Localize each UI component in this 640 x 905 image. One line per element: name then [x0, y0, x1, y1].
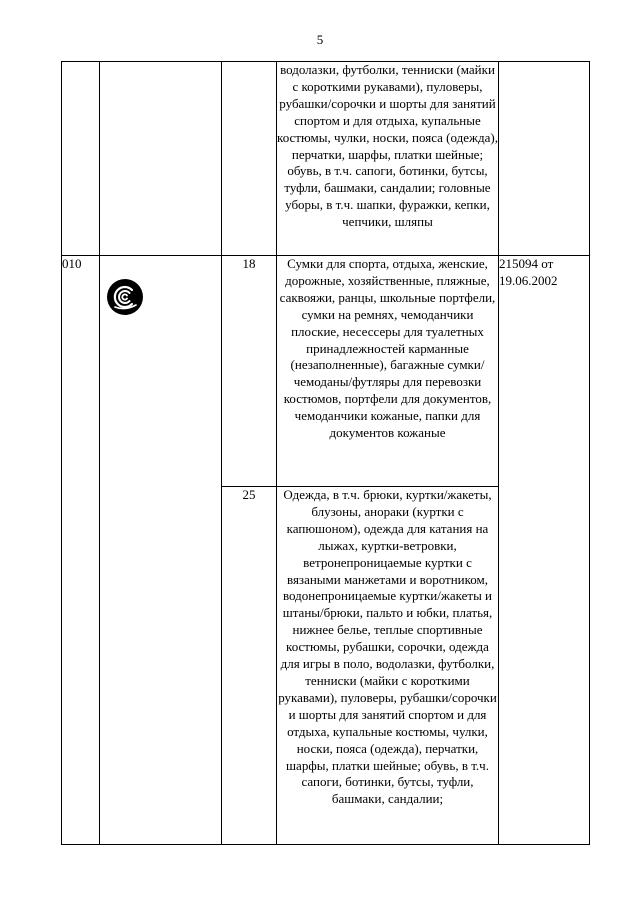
registration-cell [499, 62, 590, 256]
row-number-cell: 010 [62, 256, 100, 845]
circular-swirl-logo-icon [106, 278, 144, 316]
class-cell [222, 62, 277, 256]
registration-cell: 215094 от 19.06.2002 [499, 256, 590, 845]
table-row [62, 256, 590, 487]
row-number-cell [62, 62, 100, 256]
goods-cell: водолазки, футболки, тенниски (майки с короткими рукавами), пуловеры, рубашки/сорочки и шорты для занятий спортом и для отдыха, купальные костюмы, чулки, носки, пояса (одежда), перчатки, шарфы, платки шейные; обувь, в т.ч. сапоги, ботинки, бутсы, туфли, башмаки, сандалии; головные уборы, в т.ч. шапки, фуражки, кепки, чепчики, шляпы [277, 62, 499, 256]
class-cell: 25 [222, 487, 277, 845]
trademark-table [61, 61, 590, 845]
class-cell: 18 [222, 256, 277, 487]
goods-cell: Одежда, в т.ч. брюки, куртки/жакеты, блузоны, анораки (куртки с капюшоном), одежда для катания на лыжах, куртки-ветровки, ветронепроницаемые куртки с вязаными манжетами и воротником, водонепроницаемые куртки/жакеты и штаны/брюки, пальто и юбки, платья, нижнее белье, теплые спортивные костюмы, рубашки, сорочки, одежда для игры в поло, водолазки, футболки, тенниски (майки с короткими рукавами), пуловеры, рубашки/сорочки и шорты для занятий спортом и для отдыха, купальные костюмы, чулки, носки, пояса (одежда), перчатки, шарфы, платки шейные; обувь, в т.ч. сапоги, ботинки, бутсы, туфли, башмаки, сандалии; [277, 487, 499, 845]
table-row [62, 62, 590, 256]
page-number: 5 [316, 32, 324, 47]
image-cell [100, 256, 222, 845]
image-cell [100, 62, 222, 256]
goods-cell: Сумки для спорта, отдыха, женские, дорожные, хозяйственные, пляжные, саквояжи, ранцы, школьные портфели, сумки на ремнях, чемоданчики плоские, несессеры для туалетных принадлежностей карманные (незаполненные), багажные сумки/чемоданы/футляры для перевозки костюмов, портфели для документов, чемоданчики кожаные, папки для документов кожаные [277, 256, 499, 487]
